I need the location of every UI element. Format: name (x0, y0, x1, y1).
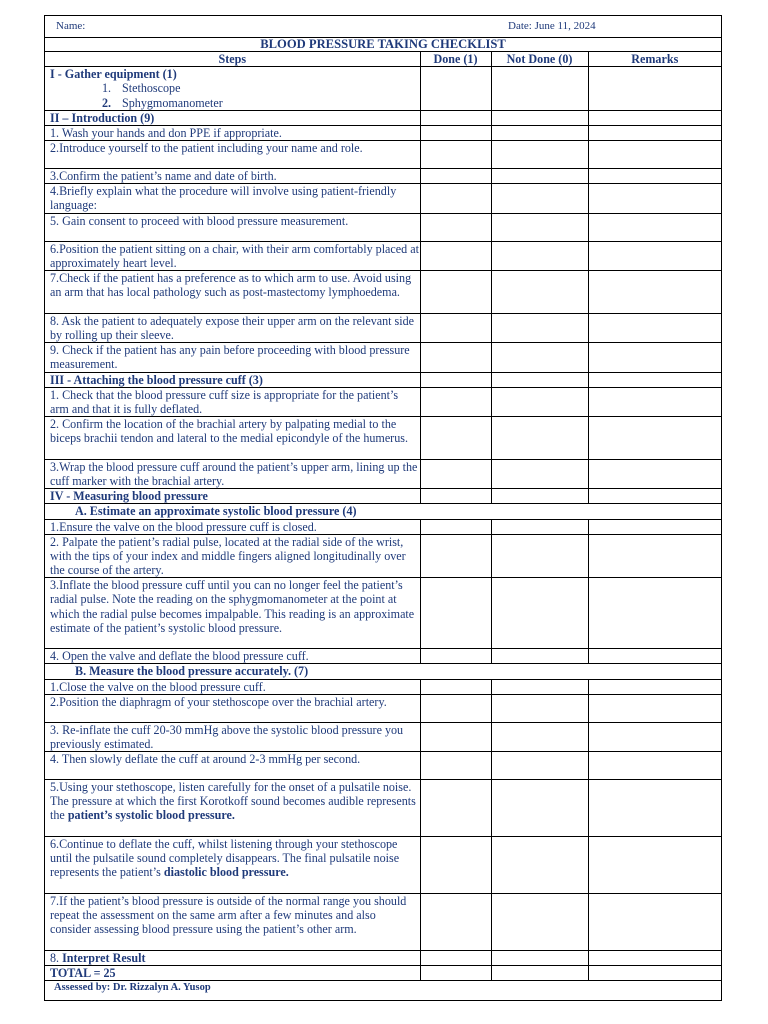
not-done-cell[interactable] (491, 67, 588, 110)
title-row (45, 37, 721, 52)
step-text: 3.Wrap the blood pressure cuff around the patient’s upper arm, lining up the cuff marker with the brachial artery. (45, 459, 420, 488)
step-text: 7.If the patient’s blood pressure is outside of the normal range you should repeat the assessment on the same arm after a few minutes and also consider assessing blood pressure using the patient’s other arm. (45, 894, 420, 951)
table-row (45, 387, 721, 416)
done-cell[interactable] (420, 67, 491, 110)
date-label: Date: June 11, 2024 (508, 20, 596, 32)
not-done-cell[interactable] (491, 416, 588, 459)
not-done-cell[interactable] (491, 780, 588, 837)
not-done-cell[interactable] (491, 313, 588, 342)
table-row (45, 213, 721, 241)
done-cell[interactable] (420, 752, 491, 780)
section-heading: II – Introduction (9) (45, 110, 420, 125)
step-text: 4. Open the valve and deflate the blood pressure cuff. (45, 649, 420, 664)
done-cell[interactable] (420, 649, 491, 664)
table-row (45, 141, 721, 169)
remarks-cell[interactable] (588, 213, 721, 241)
remarks-cell[interactable] (588, 578, 721, 649)
step-text: 9. Check if the patient has any pain before proceeding with blood pressure measurement. (45, 343, 420, 372)
not-done-cell[interactable] (491, 679, 588, 694)
not-done-cell[interactable] (491, 270, 588, 313)
table-row (45, 416, 721, 459)
checklist-table (45, 37, 721, 981)
done-cell[interactable] (420, 679, 491, 694)
done-total-cell[interactable] (420, 966, 491, 981)
done-cell[interactable] (420, 722, 491, 751)
not-done-cell[interactable] (491, 894, 588, 951)
column-header-remarks: Remarks (588, 52, 721, 67)
table-row (45, 125, 721, 140)
step-text: 2. Palpate the patient’s radial pulse, located at the radial side of the wrist, with the tips of your index and middle fingers aligned longitudinally over the course of the artery. (45, 534, 420, 577)
remarks-cell[interactable] (588, 459, 721, 488)
section-heading: III - Attaching the blood pressure cuff (3) (45, 372, 420, 387)
table-row (45, 752, 721, 780)
section-heading: IV - Measuring blood pressure (45, 489, 420, 504)
column-header-steps: Steps (45, 52, 420, 67)
list-item: 1. Stethoscope (102, 81, 181, 96)
step-text: 1.Ensure the valve on the blood pressure cuff is closed. (45, 519, 420, 534)
table-row (45, 313, 721, 342)
subsection-heading: B. Measure the blood pressure accurately. (7) (45, 664, 721, 679)
subsection-row (45, 504, 721, 519)
section-equipment (45, 67, 420, 110)
not-done-cell[interactable] (491, 213, 588, 241)
column-header-not-done: Not Done (0) (491, 52, 588, 67)
step-text: 4.Briefly explain what the procedure will involve using patient-friendly language: (45, 184, 420, 213)
not-done-cell[interactable] (491, 459, 588, 488)
remarks-cell[interactable] (588, 722, 721, 751)
done-cell[interactable] (420, 578, 491, 649)
not-done-cell[interactable] (491, 752, 588, 780)
not-done-cell[interactable] (491, 951, 588, 966)
step-text: 5.Using your stethoscope, listen carefully for the onset of a pulsatile noise. The pressure at which the first Korotkoff sound becomes audible represents the patient’s systolic blood pressure. (45, 780, 420, 837)
done-cell[interactable] (420, 213, 491, 241)
not-done-cell[interactable] (491, 169, 588, 184)
not-done-cell[interactable] (491, 343, 588, 372)
table-row (45, 951, 721, 966)
not-done-cell[interactable] (491, 694, 588, 722)
table-row (45, 780, 721, 837)
done-cell[interactable] (420, 519, 491, 534)
remarks-cell[interactable] (588, 313, 721, 342)
step-text: 7.Check if the patient has a preference as to which arm to use. Avoid using an arm that has local pathology such as post-mastectomy lymphoedema. (45, 270, 420, 313)
table-row (45, 184, 721, 213)
step-text: 8. Ask the patient to adequately expose their upper arm on the relevant side by rolling up their sleeve. (45, 313, 420, 342)
not-done-cell[interactable] (491, 141, 588, 169)
not-done-cell[interactable] (491, 837, 588, 894)
section-row (45, 372, 721, 387)
done-cell[interactable] (420, 241, 491, 270)
interpret-result-step: 8. Interpret Result (45, 951, 420, 966)
table-row (45, 534, 721, 577)
table-row (45, 343, 721, 372)
subsection-row (45, 664, 721, 679)
step-text: 1.Close the valve on the blood pressure cuff. (45, 679, 420, 694)
not-done-total-cell[interactable] (491, 966, 588, 981)
remarks-cell[interactable] (588, 780, 721, 837)
subsection-heading: A. Estimate an approximate systolic blood pressure (4) (45, 504, 721, 519)
done-cell[interactable] (420, 125, 491, 140)
remarks-cell[interactable] (588, 416, 721, 459)
not-done-cell (491, 489, 588, 504)
remarks-cell[interactable] (588, 387, 721, 416)
remarks-cell[interactable] (588, 894, 721, 951)
remarks-cell[interactable] (588, 343, 721, 372)
table-row (45, 578, 721, 649)
checklist-form (44, 15, 722, 1001)
remarks-cell[interactable] (588, 519, 721, 534)
done-cell[interactable] (420, 169, 491, 184)
step-text: 2. Confirm the location of the brachial artery by palpating medial to the biceps brachii tendon and lateral to the medial epicondyle of the humerus. (45, 416, 420, 459)
not-done-cell[interactable] (491, 241, 588, 270)
section-row (45, 489, 721, 504)
step-text: 3.Confirm the patient’s name and date of birth. (45, 169, 420, 184)
remarks-cell[interactable] (588, 951, 721, 966)
not-done-cell[interactable] (491, 184, 588, 213)
not-done-cell[interactable] (491, 534, 588, 577)
done-cell[interactable] (420, 894, 491, 951)
not-done-cell (491, 110, 588, 125)
done-cell (420, 110, 491, 125)
name-label: Name: (56, 20, 86, 32)
remarks-cell[interactable] (588, 966, 721, 981)
done-cell[interactable] (420, 343, 491, 372)
step-text: 2.Introduce yourself to the patient including your name and role. (45, 141, 420, 169)
not-done-cell[interactable] (491, 387, 588, 416)
table-row (45, 722, 721, 751)
step-text: 3.Inflate the blood pressure cuff until you can no longer feel the patient’s radial pulse. Note the reading on the sphygmomanometer at the point at which the radial pulse becomes impalpable. This reading is an approximate estimate of the patient’s systolic blood pressure. (45, 578, 420, 649)
done-cell[interactable] (420, 184, 491, 213)
remarks-cell[interactable] (588, 169, 721, 184)
not-done-cell[interactable] (491, 125, 588, 140)
done-cell[interactable] (420, 694, 491, 722)
not-done-cell[interactable] (491, 519, 588, 534)
table-row (45, 241, 721, 270)
not-done-cell (491, 372, 588, 387)
remarks-cell[interactable] (588, 67, 721, 110)
step-text: 4. Then slowly deflate the cuff at around 2-3 mmHg per second. (45, 752, 420, 780)
step-text: 3. Re-inflate the cuff 20-30 mmHg above the systolic blood pressure you previously estimated. (45, 722, 420, 751)
done-cell[interactable] (420, 837, 491, 894)
remarks-cell (588, 110, 721, 125)
remarks-cell (588, 489, 721, 504)
remarks-cell[interactable] (588, 534, 721, 577)
systolic-emphasis: patient’s systolic blood pressure. (67, 808, 235, 823)
remarks-cell[interactable] (588, 649, 721, 664)
step-text: 6.Position the patient sitting on a chair, with their arm comfortably placed at approximately heart level. (45, 241, 420, 270)
table-row (45, 270, 721, 313)
name-date-row (45, 16, 721, 38)
step-text: 1. Check that the blood pressure cuff size is appropriate for the patient’s arm and that it is fully deflated. (45, 387, 420, 416)
step-text: 2.Position the diaphragm of your stethoscope over the brachial artery. (45, 694, 420, 722)
remarks-cell[interactable] (588, 837, 721, 894)
done-cell (420, 489, 491, 504)
total-label: TOTAL = 25 (45, 966, 420, 981)
remarks-cell[interactable] (588, 184, 721, 213)
table-row (45, 459, 721, 488)
done-cell[interactable] (420, 416, 491, 459)
not-done-cell[interactable] (491, 578, 588, 649)
list-item: 2. Sphygmomanometer (102, 95, 223, 110)
step-text: 1. Wash your hands and don PPE if appropriate. (45, 125, 420, 140)
section-heading: I - Gather equipment (1) (50, 67, 177, 82)
table-row (45, 519, 721, 534)
table-row (45, 679, 721, 694)
done-cell[interactable] (420, 780, 491, 837)
table-row (45, 837, 721, 894)
remarks-cell (588, 372, 721, 387)
done-cell[interactable] (420, 534, 491, 577)
not-done-cell[interactable] (491, 722, 588, 751)
done-cell (420, 372, 491, 387)
table-row (45, 649, 721, 664)
done-cell[interactable] (420, 313, 491, 342)
done-cell[interactable] (420, 951, 491, 966)
done-cell[interactable] (420, 270, 491, 313)
table-row (45, 694, 721, 722)
remarks-cell[interactable] (588, 141, 721, 169)
checklist-title: BLOOD PRESSURE TAKING CHECKLIST (45, 37, 721, 52)
table-row (45, 169, 721, 184)
not-done-cell[interactable] (491, 649, 588, 664)
table-row (45, 67, 721, 110)
remarks-cell[interactable] (588, 679, 721, 694)
column-header-row (45, 52, 721, 67)
step-text: 5. Gain consent to proceed with blood pressure measurement. (45, 213, 420, 241)
done-cell[interactable] (420, 459, 491, 488)
done-cell[interactable] (420, 141, 491, 169)
remarks-cell[interactable] (588, 125, 721, 140)
done-cell[interactable] (420, 387, 491, 416)
remarks-cell[interactable] (588, 270, 721, 313)
remarks-cell[interactable] (588, 694, 721, 722)
remarks-cell[interactable] (588, 752, 721, 780)
remarks-cell[interactable] (588, 241, 721, 270)
section-row (45, 110, 721, 125)
table-row (45, 894, 721, 951)
assessor-signature-line: Assessed by: Dr. Rizzalyn A. Yusop (54, 982, 211, 993)
step-text: 6.Continue to deflate the cuff, whilst listening through your stethoscope until the pulsatile sound completely disappears. The final pulsatile noise represents the patient’s diastolic blood pressure. (45, 837, 420, 894)
total-row (45, 966, 721, 981)
diastolic-emphasis: diastolic blood pressure. (163, 865, 289, 880)
column-header-done: Done (1) (420, 52, 491, 67)
